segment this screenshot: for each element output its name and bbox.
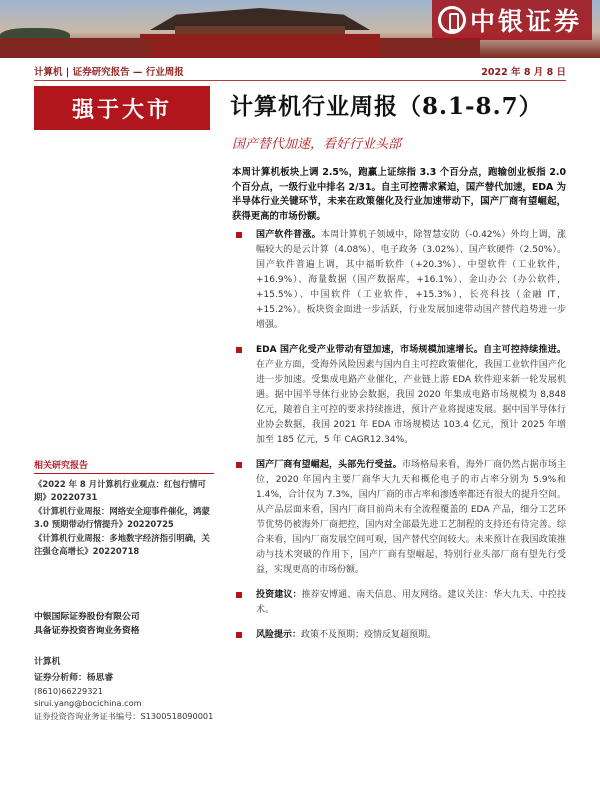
analyst-email[interactable]: sirui.yang@bocichina.com	[34, 698, 142, 708]
firm-info	[34, 610, 214, 638]
brand-name: 中银证券	[469, 7, 582, 36]
analyst-phone: (8610)66229321	[34, 685, 103, 696]
bullet-body: 市场格局来看，海外厂商仍然占据市场主位，2020 年国内主要厂商华大九天和概伦电子的市占率分别为 5.9%和 1.4%，合计仅为 7.3%，国内厂商的市占率和渗透率都还有很大的提升空间。从产品层面来看，国内厂商目前尚未有全流程覆盖的 EDA 产品，细分工艺环节优势仍被海外厂商把控，国内对全部最先进工艺制程的支持还有待完善。综合来看，国内厂商发展空间可观，国产替代空间较大。未来预计在我国政策推动与技术突破的作用下，国产厂商有望崛起，特别行业头部厂商有望先行受益，实现更高的市场份额。	[256, 460, 566, 575]
related-reports	[34, 458, 214, 559]
bullet-lead: 国产厂商有望崛起，头部先行受益。	[256, 460, 402, 470]
analyst-name: 证券分析师：杨思睿	[34, 673, 114, 683]
related-reports-divider	[34, 473, 214, 474]
page-title: 计算机行业周报（8.1-8.7）	[230, 93, 543, 120]
bullet-list	[232, 228, 566, 653]
firm-name: 中银国际证券股份有限公司	[34, 612, 140, 622]
bullet-lead: 国产软件普涨。	[256, 230, 321, 240]
bullet-marker-icon	[236, 462, 242, 468]
report-header	[34, 62, 566, 80]
bullet-item	[232, 628, 566, 643]
banner-palace-hall	[140, 34, 380, 58]
sector-label-block	[34, 654, 214, 667]
bullet-item	[232, 458, 566, 578]
report-category: 计算机 | 证券研究报告 — 行业周报	[34, 67, 184, 78]
bullet-body: 推荐安博通、南天信息、用友网络。建议关注：华大九天、中控技术。	[256, 590, 566, 615]
related-report-link[interactable]: 《计算机行业周报：多地数字经济指引明确，关注强仓高增长》20220718	[34, 533, 210, 556]
report-date: 2022 年 8 月 8 日	[481, 67, 566, 78]
related-reports-heading: 相关研究报告	[34, 461, 89, 471]
page-subtitle: 国产替代加速，看好行业头部	[232, 137, 402, 152]
analyst-info	[34, 672, 214, 722]
bullet-body: 政策不及预期；疫情反复超预期。	[301, 630, 437, 640]
bullet-marker-icon	[236, 632, 242, 638]
related-report-link[interactable]: 《计算机行业周报：网络安全迎事件催化，鸿蒙 3.0 预期带动行情提升》20220725	[34, 506, 210, 529]
sector-label: 计算机	[34, 657, 61, 667]
summary-paragraph: 本周计算机板块上调 2.5%，跑赢上证综指 3.3 个百分点，跑输创业板指 2.0 个百分点，一级行业中排名 2/31。自主可控需求紧迫，国产替代加速，EDA 为半导体行业关键环节，未来在政策催化及行业加速带动下，国产厂商有望崛起，获得更高的市场份额。	[232, 167, 566, 222]
analyst-certificate: 证券投资咨询业务证书编号：S1300518090001	[34, 710, 214, 721]
bullet-body: 本周计算机子领域中，除智慧安防（-0.42%）外均上调，涨幅较大的是云计算（4.08%）、电子政务（3.02%）、国产软硬件（2.50%）。国产软件普遍上调，其中福昕软件（+20.3%）、中望软件（工业软件，+16.9%）、海量数据（国产数据库，+16.1%）、金山办公（办公软件，+15.5%）、中国软件（工业软件，+15.3%），长亮科技（金融 IT，+15.2%）。板块资金面进一步活跃，行业发展加速带动国产替代趋势进一步增强。	[256, 230, 566, 330]
bullet-body: 在产业方面，受海外风险因素与国内自主可控政策催化，我国工业软件国产化进一步加速。受集成电路产业催化，产业链上游 EDA 软件迎来新一轮发展机遇。据中国半导体行业协会数据，我国 2020 年集成电路市场规模为 8,848 亿元，随着自主可控的要求持续推进，预计产业将提速发展。据中国半导体行业协会数据，我国 2021 年 EDA 市场规模达 103.4 亿元，预计 2025 年增加至 185 亿元，5 年 CAGR12.34%。	[256, 360, 566, 445]
header-divider	[34, 80, 566, 81]
bullet-lead: 投资建议：	[256, 590, 302, 600]
bullet-lead: EDA 国产化受产业带动有望加速，市场规模加速增长。自主可控持续推进。	[256, 345, 566, 355]
brand-logo	[432, 0, 592, 40]
bullet-marker-icon	[236, 347, 242, 353]
bullet-lead: 风险提示：	[256, 630, 302, 640]
related-report-link[interactable]: 《2022 年 8 月计算机行业观点：红包行情可期》20220731	[34, 479, 206, 502]
bullet-marker-icon	[236, 592, 242, 598]
banner-wall-right	[380, 38, 480, 58]
bullet-item	[232, 343, 566, 448]
boc-logo-icon	[438, 6, 466, 34]
rating-box: 强于大市	[34, 86, 210, 130]
firm-qualification: 具备证券投资咨询业务资格	[34, 626, 140, 636]
header-banner-image	[0, 0, 600, 58]
bullet-item	[232, 228, 566, 333]
bullet-marker-icon	[236, 232, 242, 238]
banner-wall-left	[0, 38, 150, 58]
bullet-item	[232, 588, 566, 618]
